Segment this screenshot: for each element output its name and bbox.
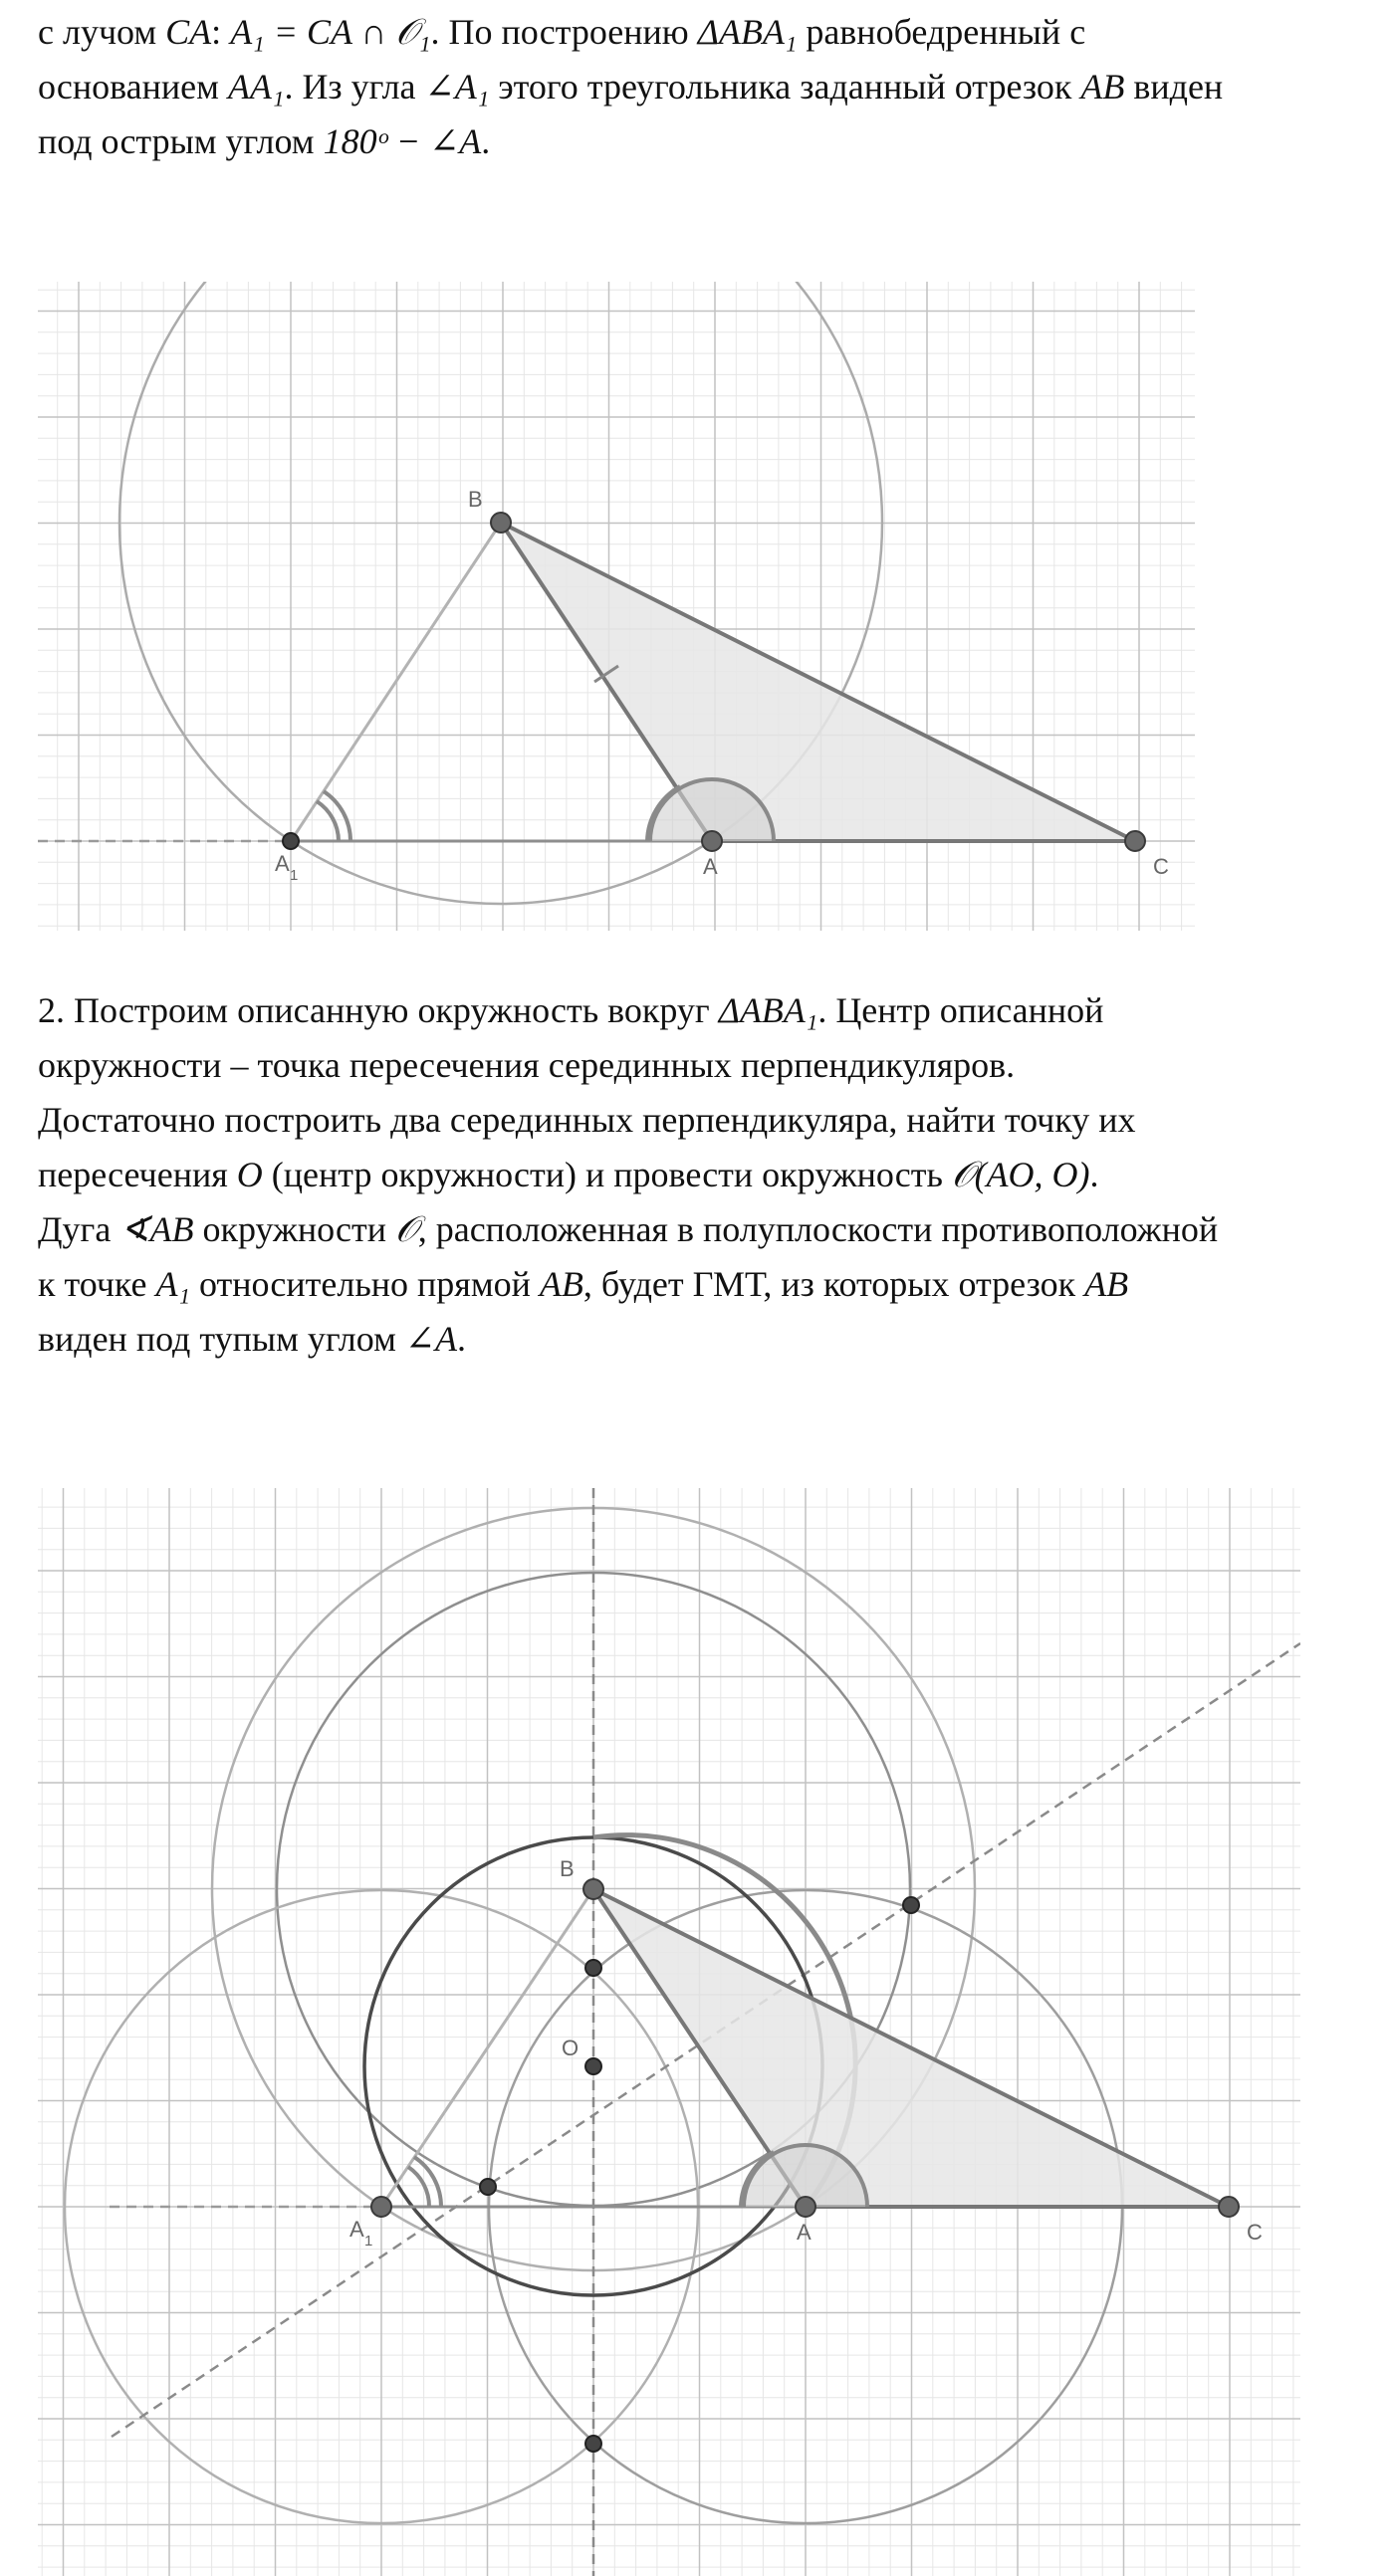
- label-o: O: [562, 2036, 580, 2060]
- label-a: A: [797, 2220, 812, 2245]
- math-expression: CA: [165, 12, 212, 52]
- paragraph-1: [38, 5, 1362, 169]
- point-intersection-top: [585, 1960, 601, 1976]
- math-expression: ΔABA₁: [718, 990, 818, 1030]
- math-expression: AB: [1080, 67, 1125, 107]
- text-line: основанием AA₁. Из угла ∠A₁ этого треугольника заданный отрезок AB виден: [38, 67, 1224, 107]
- math-expression: 𝒪(AO, O): [951, 1155, 1090, 1194]
- point-o: [585, 2058, 601, 2074]
- label-a1-sub: 1: [290, 867, 299, 884]
- point-b: [491, 513, 511, 533]
- math-expression: 𝒪: [395, 1209, 418, 1249]
- text-line: Достаточно построить два серединных перпендикуляра, найти точку их: [38, 1100, 1136, 1140]
- text-line: под острым углом 180ᵒ − ∠A.: [38, 121, 491, 161]
- math-expression: ∠A: [404, 1319, 458, 1359]
- text-line: виден под тупым углом ∠A.: [38, 1319, 467, 1359]
- point-b: [583, 1879, 603, 1899]
- math-expression: ∢AB: [119, 1209, 194, 1249]
- point-a: [702, 831, 722, 851]
- point-a1: [283, 833, 299, 849]
- point-intersection-bottom: [585, 2436, 601, 2452]
- grid-2: [38, 1488, 1300, 2576]
- math-expression: O: [236, 1155, 263, 1194]
- label-b: B: [468, 487, 483, 512]
- text-line: окружности – точка пересечения серединных перпендикуляров.: [38, 1045, 1016, 1085]
- label-c: C: [1153, 854, 1169, 879]
- math-expression: A₁ = CA ∩ 𝒪₁: [230, 12, 431, 52]
- math-expression: ∠A₁: [424, 67, 490, 107]
- math-expression: AB: [539, 1264, 583, 1304]
- text-line: к точке A₁ относительно прямой AB, будет ГМТ, из которых отрезок AB: [38, 1264, 1129, 1304]
- label-a1: A: [275, 851, 290, 876]
- math-expression: AA₁: [227, 67, 285, 107]
- construction-figure-2: [38, 1488, 1300, 2576]
- paragraph-2: [38, 983, 1362, 1367]
- math-expression: AB: [1084, 1264, 1129, 1304]
- text-line: Дуга ∢AB окружности 𝒪, расположенная в полуплоскости противоположной: [38, 1209, 1219, 1249]
- label-b: B: [560, 1856, 575, 1881]
- segment-a1-b: [291, 523, 501, 841]
- point-c: [1125, 831, 1145, 851]
- point-intersection-right: [903, 1897, 919, 1913]
- construction-figure-1: [38, 282, 1195, 931]
- text-line: пересечения O (центр окружности) и провести окружность 𝒪(AO, O).: [38, 1155, 1099, 1194]
- point-a1: [371, 2197, 391, 2217]
- math-expression: A₁: [155, 1264, 191, 1304]
- point-a: [796, 2197, 815, 2217]
- point-c: [1219, 2197, 1239, 2217]
- label-a1-sub: 1: [364, 2233, 373, 2250]
- point-intersection-left: [480, 2179, 496, 2195]
- label-a: A: [703, 854, 718, 879]
- text-line: с лучом CA: A₁ = CA ∩ 𝒪₁. По построению ΔABA₁ равнобедренный с: [38, 12, 1086, 52]
- label-c: C: [1247, 2220, 1263, 2245]
- label-a1: A: [349, 2217, 364, 2242]
- text-line: 2. Построим описанную окружность вокруг ΔABA₁. Центр описанной: [38, 990, 1104, 1030]
- math-expression: 180ᵒ − ∠A: [323, 121, 482, 161]
- math-expression: ΔABA₁: [697, 12, 798, 52]
